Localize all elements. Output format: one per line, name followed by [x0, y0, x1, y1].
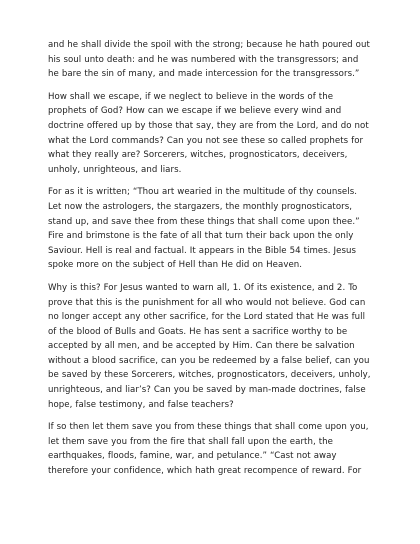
paragraph-how-shall-we-escape: How shall we escape, if we neglect to believe in the words of the prophets of God? How can we escape if we believe every wind and doctrine offered up by those that say, they are from the Lord, and do not what the Lord commands? Can you not see these so called prophets for what they really are? Sorcerers, witches, prognosticators, deceivers, unholy, unrighteous, and liars.	[48, 91, 369, 175]
paragraph-for-as-it-is-written: For as it is written; “Thou art wearied in the multitude of thy counsels. Let now the astrologers, the stargazers, the monthly prognosticators, stand up, and save thee from these things that shall come upon thee.” Fire and brimstone is the fate of all that turn their back upon the only Saviour. Hell is real and factual. It appears in the Bible 54 times. Jesus spoke more on the subject of Hell than He did on Heaven.	[48, 187, 360, 271]
paragraph-why-is-this: Why is this? For Jesus wanted to warn all, 1. Of its existence, and 2. To prove that this is the punishment for all who would not believe. God can no longer accept any other sacrifice, for the Lord stated that He was full of the blood of Bulls and Goats. He has sent a sacrifice worthy to be accepted by all men, and be accepted by Him. Can there be salvation without a blood sacrifice, can you be redeemed by a false belief, can you be saved by these Sorcerers, witches, prognosticators, deceivers, unholy, unrighteous, and liar’s? Can you be saved by man-made doctrines, false hope, false testimony, and false teachers?	[48, 282, 371, 410]
paragraph-isaiah-conclusion: and he shall divide the spoil with the strong; because he hath poured out his soul unto death: and he was numbered with the transgressors; and he bare the sin of many, and made intercession for the transgressors.”	[48, 40, 370, 80]
paragraph-if-so-then: If so then let them save you from these things that shall come upon you, let them save you from the fire that shall fall upon the earth, the earthquakes, floods, famine, war, and petulance.” “Cast not away therefore your confidence, which hath great recompence of reward. For	[48, 422, 369, 477]
